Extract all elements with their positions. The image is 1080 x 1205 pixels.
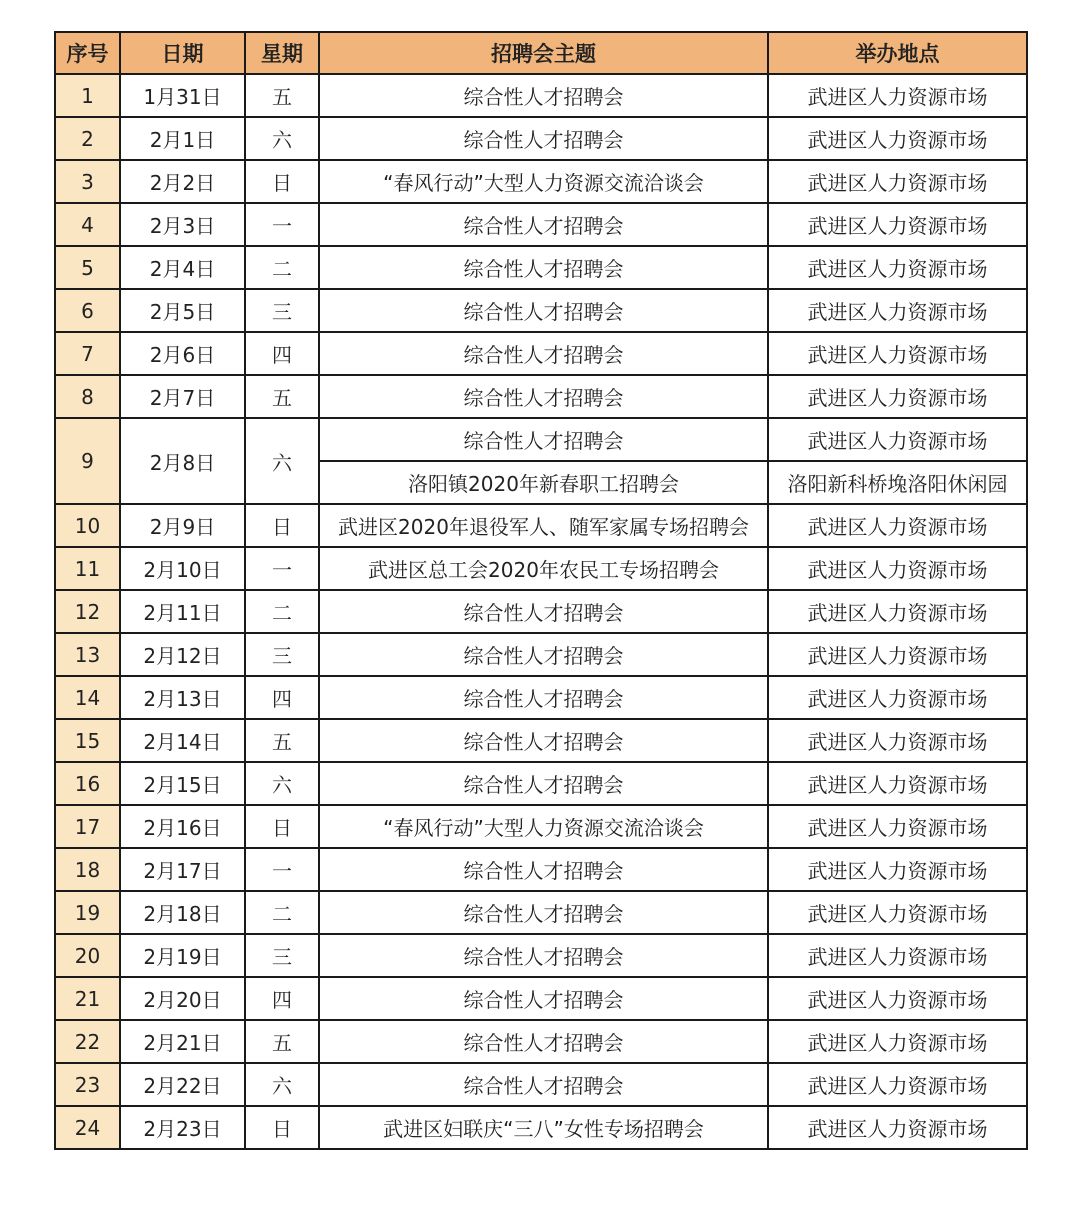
cell-index: 10 xyxy=(55,504,120,547)
cell-theme: 综合性人才招聘会 xyxy=(319,934,768,977)
cell-weekday: 三 xyxy=(245,289,319,332)
cell-weekday: 五 xyxy=(245,719,319,762)
cell-date: 2月14日 xyxy=(120,719,245,762)
cell-index: 9 xyxy=(55,418,120,504)
cell-date: 2月7日 xyxy=(120,375,245,418)
cell-date: 2月6日 xyxy=(120,332,245,375)
cell-date: 2月21日 xyxy=(120,1020,245,1063)
cell-theme: 综合性人才招聘会 xyxy=(319,203,768,246)
cell-venue: 洛阳新科桥堍洛阳休闲园 xyxy=(768,461,1027,504)
table-row xyxy=(55,633,1027,676)
header-weekday: 星期 xyxy=(245,32,319,74)
cell-weekday: 二 xyxy=(245,891,319,934)
header-date: 日期 xyxy=(120,32,245,74)
cell-date: 2月15日 xyxy=(120,762,245,805)
cell-index: 17 xyxy=(55,805,120,848)
cell-venue: 武进区人力资源市场 xyxy=(768,117,1027,160)
cell-index: 16 xyxy=(55,762,120,805)
cell-date: 2月19日 xyxy=(120,934,245,977)
cell-date: 2月12日 xyxy=(120,633,245,676)
table-row xyxy=(55,160,1027,203)
cell-venue: 武进区人力资源市场 xyxy=(768,246,1027,289)
table-row xyxy=(55,1020,1027,1063)
cell-venue: 武进区人力资源市场 xyxy=(768,203,1027,246)
cell-index: 2 xyxy=(55,117,120,160)
schedule-table-container xyxy=(54,31,1028,1150)
cell-weekday: 五 xyxy=(245,375,319,418)
cell-index: 3 xyxy=(55,160,120,203)
cell-theme: 综合性人才招聘会 xyxy=(319,676,768,719)
cell-index: 11 xyxy=(55,547,120,590)
header-venue: 举办地点 xyxy=(768,32,1027,74)
cell-theme: 综合性人才招聘会 xyxy=(319,762,768,805)
cell-theme: 武进区总工会2020年农民工专场招聘会 xyxy=(319,547,768,590)
header-index: 序号 xyxy=(55,32,120,74)
cell-index: 23 xyxy=(55,1063,120,1106)
job-fair-schedule-table xyxy=(54,31,1028,1150)
cell-index: 4 xyxy=(55,203,120,246)
cell-index: 20 xyxy=(55,934,120,977)
cell-venue: 武进区人力资源市场 xyxy=(768,762,1027,805)
cell-date: 2月8日 xyxy=(120,418,245,504)
cell-date: 2月10日 xyxy=(120,547,245,590)
table-row xyxy=(55,1106,1027,1149)
cell-venue: 武进区人力资源市场 xyxy=(768,289,1027,332)
cell-theme: 综合性人才招聘会 xyxy=(319,1020,768,1063)
cell-weekday: 三 xyxy=(245,633,319,676)
cell-date: 2月3日 xyxy=(120,203,245,246)
cell-date: 2月1日 xyxy=(120,117,245,160)
cell-theme: “春风行动”大型人力资源交流洽谈会 xyxy=(319,160,768,203)
cell-venue: 武进区人力资源市场 xyxy=(768,504,1027,547)
cell-weekday: 六 xyxy=(245,418,319,504)
table-row xyxy=(55,934,1027,977)
cell-theme: 综合性人才招聘会 xyxy=(319,418,768,461)
cell-date: 2月13日 xyxy=(120,676,245,719)
cell-index: 5 xyxy=(55,246,120,289)
cell-weekday: 四 xyxy=(245,676,319,719)
cell-date: 2月20日 xyxy=(120,977,245,1020)
cell-index: 18 xyxy=(55,848,120,891)
cell-index: 8 xyxy=(55,375,120,418)
cell-date: 2月5日 xyxy=(120,289,245,332)
cell-weekday: 六 xyxy=(245,117,319,160)
cell-theme: 洛阳镇2020年新春职工招聘会 xyxy=(319,461,768,504)
table-row xyxy=(55,246,1027,289)
cell-date: 2月17日 xyxy=(120,848,245,891)
cell-venue: 武进区人力资源市场 xyxy=(768,590,1027,633)
table-row xyxy=(55,74,1027,117)
cell-venue: 武进区人力资源市场 xyxy=(768,160,1027,203)
cell-theme: 综合性人才招聘会 xyxy=(319,719,768,762)
cell-theme: 综合性人才招聘会 xyxy=(319,117,768,160)
header-theme: 招聘会主题 xyxy=(319,32,768,74)
cell-venue: 武进区人力资源市场 xyxy=(768,375,1027,418)
cell-venue: 武进区人力资源市场 xyxy=(768,848,1027,891)
table-row xyxy=(55,375,1027,418)
cell-index: 24 xyxy=(55,1106,120,1149)
cell-weekday: 三 xyxy=(245,934,319,977)
cell-weekday: 一 xyxy=(245,547,319,590)
cell-index: 19 xyxy=(55,891,120,934)
cell-weekday: 六 xyxy=(245,762,319,805)
cell-venue: 武进区人力资源市场 xyxy=(768,1020,1027,1063)
cell-index: 13 xyxy=(55,633,120,676)
table-row xyxy=(55,719,1027,762)
cell-venue: 武进区人力资源市场 xyxy=(768,547,1027,590)
cell-index: 7 xyxy=(55,332,120,375)
cell-weekday: 四 xyxy=(245,332,319,375)
cell-date: 2月2日 xyxy=(120,160,245,203)
cell-venue: 武进区人力资源市场 xyxy=(768,332,1027,375)
table-row xyxy=(55,203,1027,246)
cell-venue: 武进区人力资源市场 xyxy=(768,1106,1027,1149)
schedule-body xyxy=(55,74,1027,1149)
cell-theme: 综合性人才招聘会 xyxy=(319,590,768,633)
cell-venue: 武进区人力资源市场 xyxy=(768,977,1027,1020)
cell-weekday: 日 xyxy=(245,805,319,848)
cell-index: 6 xyxy=(55,289,120,332)
cell-date: 2月11日 xyxy=(120,590,245,633)
cell-venue: 武进区人力资源市场 xyxy=(768,934,1027,977)
cell-venue: 武进区人力资源市场 xyxy=(768,1063,1027,1106)
cell-weekday: 一 xyxy=(245,848,319,891)
cell-theme: 综合性人才招聘会 xyxy=(319,246,768,289)
cell-index: 12 xyxy=(55,590,120,633)
table-row xyxy=(55,1063,1027,1106)
cell-theme: “春风行动”大型人力资源交流洽谈会 xyxy=(319,805,768,848)
cell-theme: 综合性人才招聘会 xyxy=(319,74,768,117)
cell-index: 15 xyxy=(55,719,120,762)
cell-theme: 综合性人才招聘会 xyxy=(319,848,768,891)
cell-date: 1月31日 xyxy=(120,74,245,117)
cell-date: 2月23日 xyxy=(120,1106,245,1149)
cell-theme: 武进区2020年退役军人、随军家属专场招聘会 xyxy=(319,504,768,547)
cell-venue: 武进区人力资源市场 xyxy=(768,74,1027,117)
cell-index: 14 xyxy=(55,676,120,719)
table-row xyxy=(55,332,1027,375)
cell-date: 2月22日 xyxy=(120,1063,245,1106)
cell-theme: 综合性人才招聘会 xyxy=(319,289,768,332)
cell-venue: 武进区人力资源市场 xyxy=(768,633,1027,676)
cell-theme: 综合性人才招聘会 xyxy=(319,891,768,934)
table-row xyxy=(55,547,1027,590)
table-row xyxy=(55,977,1027,1020)
cell-theme: 武进区妇联庆“三八”女性专场招聘会 xyxy=(319,1106,768,1149)
table-row xyxy=(55,762,1027,805)
table-row xyxy=(55,117,1027,160)
cell-venue: 武进区人力资源市场 xyxy=(768,891,1027,934)
cell-venue: 武进区人力资源市场 xyxy=(768,719,1027,762)
cell-date: 2月4日 xyxy=(120,246,245,289)
table-row xyxy=(55,504,1027,547)
cell-weekday: 一 xyxy=(245,203,319,246)
cell-weekday: 日 xyxy=(245,504,319,547)
table-row xyxy=(55,848,1027,891)
cell-index: 22 xyxy=(55,1020,120,1063)
cell-theme: 综合性人才招聘会 xyxy=(319,332,768,375)
table-row xyxy=(55,590,1027,633)
cell-theme: 综合性人才招聘会 xyxy=(319,1063,768,1106)
header-row xyxy=(55,32,1027,74)
cell-weekday: 五 xyxy=(245,1020,319,1063)
cell-venue: 武进区人力资源市场 xyxy=(768,418,1027,461)
cell-weekday: 日 xyxy=(245,1106,319,1149)
cell-date: 2月16日 xyxy=(120,805,245,848)
table-row xyxy=(55,676,1027,719)
cell-weekday: 六 xyxy=(245,1063,319,1106)
cell-weekday: 二 xyxy=(245,590,319,633)
cell-date: 2月9日 xyxy=(120,504,245,547)
table-row xyxy=(55,891,1027,934)
cell-index: 1 xyxy=(55,74,120,117)
table-row xyxy=(55,289,1027,332)
table-row xyxy=(55,418,1027,461)
cell-weekday: 日 xyxy=(245,160,319,203)
cell-venue: 武进区人力资源市场 xyxy=(768,805,1027,848)
cell-date: 2月18日 xyxy=(120,891,245,934)
cell-weekday: 四 xyxy=(245,977,319,1020)
table-row xyxy=(55,805,1027,848)
cell-weekday: 二 xyxy=(245,246,319,289)
cell-venue: 武进区人力资源市场 xyxy=(768,676,1027,719)
cell-weekday: 五 xyxy=(245,74,319,117)
cell-index: 21 xyxy=(55,977,120,1020)
cell-theme: 综合性人才招聘会 xyxy=(319,977,768,1020)
cell-theme: 综合性人才招聘会 xyxy=(319,375,768,418)
cell-theme: 综合性人才招聘会 xyxy=(319,633,768,676)
